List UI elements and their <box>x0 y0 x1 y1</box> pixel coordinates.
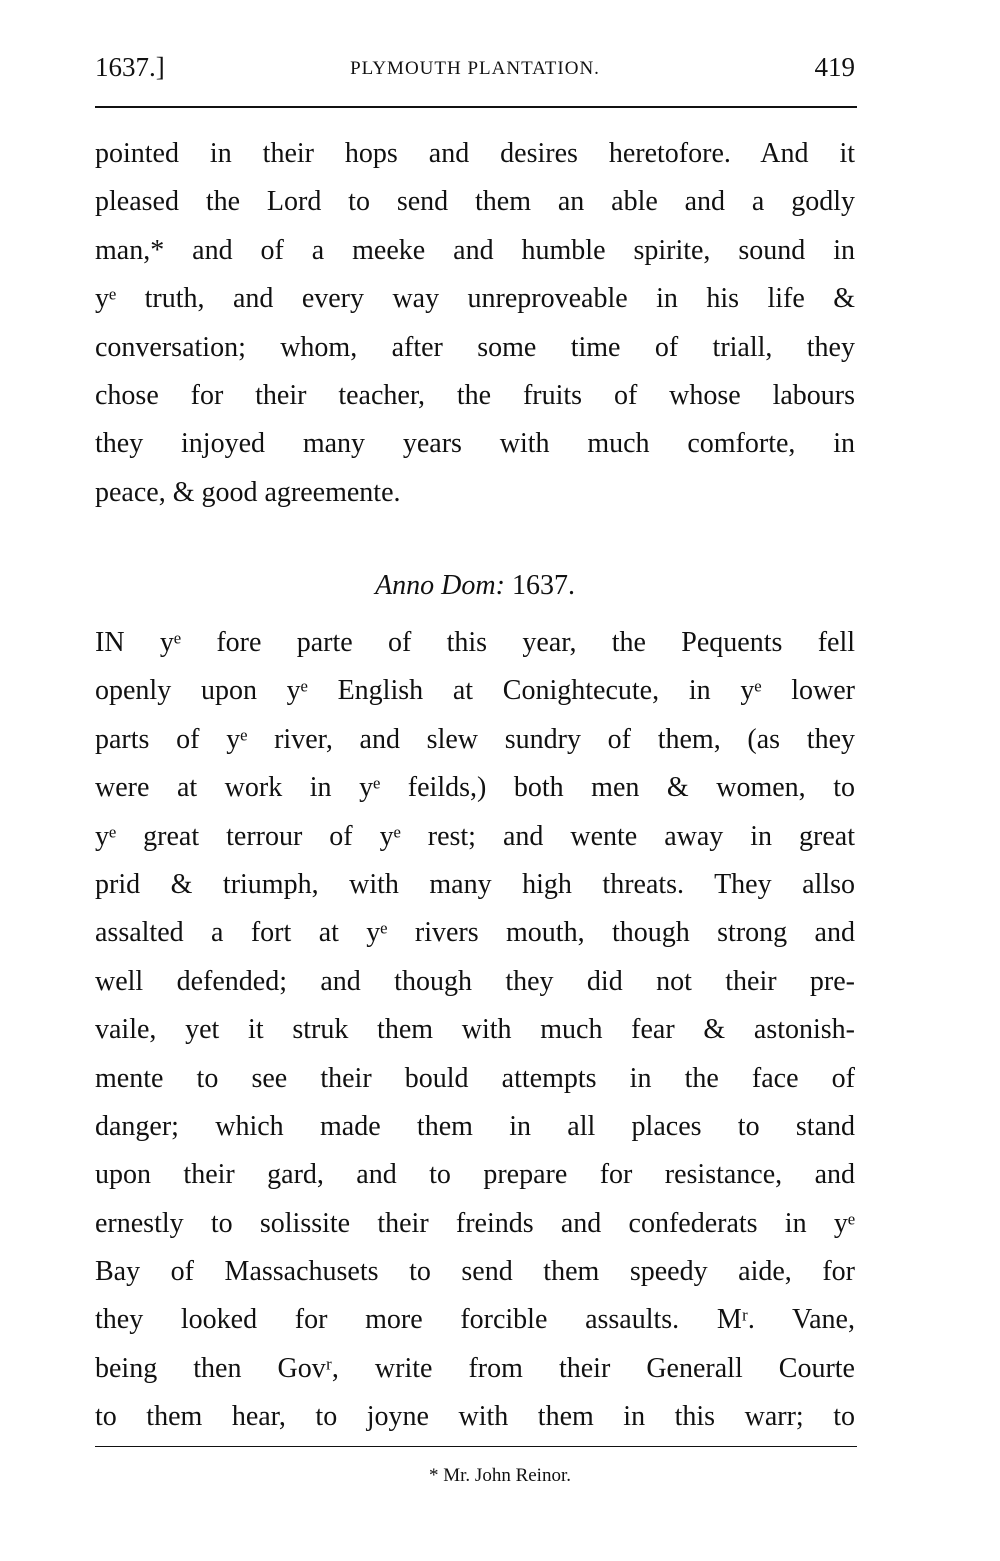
heading-italic: Anno Dom: <box>375 570 505 601</box>
paragraph-2 <box>95 619 855 1442</box>
text-line: yᵉ truth, and every way unreproveable in his life & <box>95 283 855 315</box>
text-line: pleased the Lord to send them an able and a godly <box>95 186 855 218</box>
header-rule <box>95 106 857 108</box>
footnote-rule <box>95 1446 857 1447</box>
text-line: they injoyed many years with much comforte, in <box>95 428 855 460</box>
footnote: * Mr. John Reinor. <box>429 1465 571 1486</box>
text-line: IN yᵉ fore parte of this year, the Pequents fell <box>95 627 855 658</box>
text-line: Bay of Massachusets to send them speedy aide, for <box>95 1256 855 1288</box>
text-line: parts of yᵉ river, and slew sundry of them, (as they <box>95 723 855 755</box>
paragraph-1 <box>95 130 855 517</box>
text-line: openly upon yᵉ English at Conightecute, in yᵉ lower <box>95 675 855 707</box>
text-line: danger; which made them in all places to stand <box>95 1110 855 1142</box>
text-line: ernestly to solissite their freinds and confederats in yᵉ <box>95 1207 855 1239</box>
heading-year: 1637. <box>511 570 575 601</box>
text-line: conversation; whom, after some time of triall, they <box>95 331 855 363</box>
text-line: assalted a fort at yᵉ rivers mouth, though strong and <box>95 917 855 949</box>
header-year: 1637.] <box>95 52 165 82</box>
text-line: to them hear, to joyne with them in this warr; to <box>95 1401 855 1433</box>
text-line: were at work in yᵉ feilds,) both men & women, to <box>95 772 855 804</box>
text-line: yᵉ great terrour of yᵉ rest; and wente away in great <box>95 820 855 852</box>
header-title: PLYMOUTH PLANTATION. <box>350 58 600 79</box>
text-line: pointed in their hops and desires heretofore. And it <box>95 138 855 169</box>
text-line: upon their gard, and to prepare for resistance, and <box>95 1159 855 1191</box>
text-line: they looked for more forcible assaults. Mʳ. Vane, <box>95 1304 855 1336</box>
text-line: prid & triumph, with many high threats. They allso <box>95 868 855 900</box>
text-line: being then Govʳ, write from their Generall Courte <box>95 1352 855 1384</box>
text-line: vaile, yet it struk them with much fear & astonish- <box>95 1014 855 1046</box>
text-line: man,* and of a meeke and humble spirite, sound in <box>95 234 855 266</box>
section-heading <box>95 570 855 602</box>
running-header <box>95 52 855 92</box>
page-number: 419 <box>814 52 855 82</box>
text-line: chose for their teacher, the fruits of whose labours <box>95 379 855 411</box>
text-line: peace, & good agreemente. <box>95 476 401 508</box>
text-line: well defended; and though they did not their pre- <box>95 965 855 997</box>
text-line: mente to see their bould attempts in the face of <box>95 1062 855 1094</box>
